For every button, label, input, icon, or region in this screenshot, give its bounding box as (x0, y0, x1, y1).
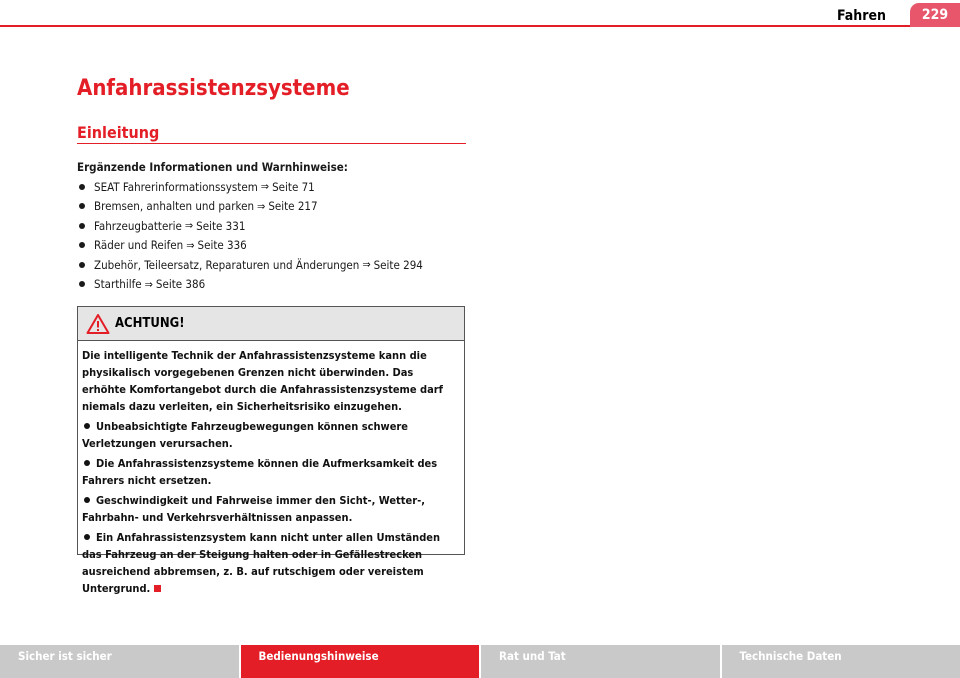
page-number-badge: 229 (910, 3, 960, 27)
page-reference-link[interactable]: Seite 294 (373, 257, 423, 272)
page-reference-link[interactable]: Seite 71 (272, 179, 315, 194)
header-rule (0, 25, 960, 27)
footer-tab-bedienungshinweise[interactable]: Bedienungshinweise (241, 645, 482, 678)
warning-header (78, 307, 464, 341)
arrow-right-icon: ⇒ (144, 277, 153, 291)
arrow-right-icon: ⇒ (260, 180, 270, 194)
warning-item-text: Die Anfahrassistenzsysteme können die Aufmerksamkeit des Fahrers nicht ersetzen. (82, 457, 438, 487)
section-rule (77, 143, 466, 144)
warning-intro: Die intelligente Technik der Anfahrassistenzsysteme kann die physikalisch vorgegebenen Grenzen nicht überwinden. Das erhöhte Komfortangebot durch die Anfahrassistenzsysteme darf niemals dazu verleiten, ein Sicherheitsrisiko einzugehen. (82, 349, 443, 413)
warning-item (82, 455, 460, 489)
warning-item (82, 492, 460, 526)
footer-nav (0, 645, 960, 678)
footer-tab-technische-daten[interactable]: Technische Daten (722, 645, 960, 678)
arrow-right-icon: ⇒ (186, 238, 195, 252)
bullet-icon (84, 423, 90, 429)
list-item-text: Fahrzeugbatterie (94, 218, 182, 233)
list-item-text: Bremsen, anhalten und parken (94, 199, 255, 214)
warning-item-text: Unbeabsichtigte Fahrzeugbewegungen können schwere Verletzungen verursachen. (82, 420, 409, 450)
list-item-text: SEAT Fahrerinformationssystem (94, 179, 258, 194)
warning-body (78, 341, 464, 597)
bullet-icon (79, 281, 85, 287)
warning-label: ACHTUNG! (115, 316, 185, 331)
footer-tab-rat-und-tat[interactable]: Rat und Tat (481, 645, 722, 678)
list-item-text: Räder und Reifen (94, 238, 184, 253)
bullet-icon (79, 223, 85, 229)
warning-item (82, 418, 460, 452)
warning-triangle-icon (86, 313, 110, 335)
page-reference-link[interactable]: Seite 217 (268, 199, 318, 214)
intro-text: Ergänzende Informationen und Warnhinweise: (77, 160, 348, 174)
list-item (77, 177, 423, 197)
list-item (77, 197, 423, 217)
warning-item (82, 529, 460, 597)
reference-list (77, 177, 423, 294)
bullet-icon (84, 497, 90, 503)
arrow-right-icon: ⇒ (362, 258, 371, 272)
bullet-icon (84, 460, 90, 466)
section-title: Einleitung (77, 123, 160, 142)
end-of-section-icon (154, 585, 161, 592)
chapter-title: Anfahrassistenzsysteme (77, 76, 350, 101)
list-item-text: Starthilfe (94, 277, 142, 292)
arrow-right-icon: ⇒ (257, 199, 266, 213)
arrow-right-icon: ⇒ (184, 219, 194, 233)
list-item-text: Zubehör, Teileersatz, Reparaturen und Änderungen (94, 257, 360, 272)
list-item (77, 216, 423, 236)
page-reference-link[interactable]: Seite 336 (197, 238, 247, 253)
warning-item-text: Ein Anfahrassistenzsystem kann nicht unter allen Umständen das Fahrzeug an der Steigung halten oder in Gefällestrecken ausreichend abbremsen, z. B. auf rutschigem oder vereistem Untergrund. (82, 531, 441, 595)
bullet-icon (84, 534, 90, 540)
page-reference-link[interactable]: Seite 386 (155, 277, 206, 292)
warning-box (77, 306, 465, 595)
warning-item-text: Geschwindigkeit und Fahrweise immer den Sicht-, Wetter-, Fahrbahn- und Verkehrsverhältnissen anpassen. (82, 494, 425, 524)
list-item (77, 255, 423, 275)
bullet-icon (79, 242, 85, 248)
bullet-icon (79, 262, 85, 268)
page-reference-link[interactable]: Seite 331 (196, 218, 246, 233)
bullet-icon (79, 184, 85, 190)
bullet-icon (79, 203, 85, 209)
list-item (77, 236, 423, 256)
list-item (77, 275, 423, 295)
running-header-title: Fahren (837, 8, 886, 24)
footer-tab-sicher-ist-sicher[interactable]: Sicher ist sicher (0, 645, 241, 678)
